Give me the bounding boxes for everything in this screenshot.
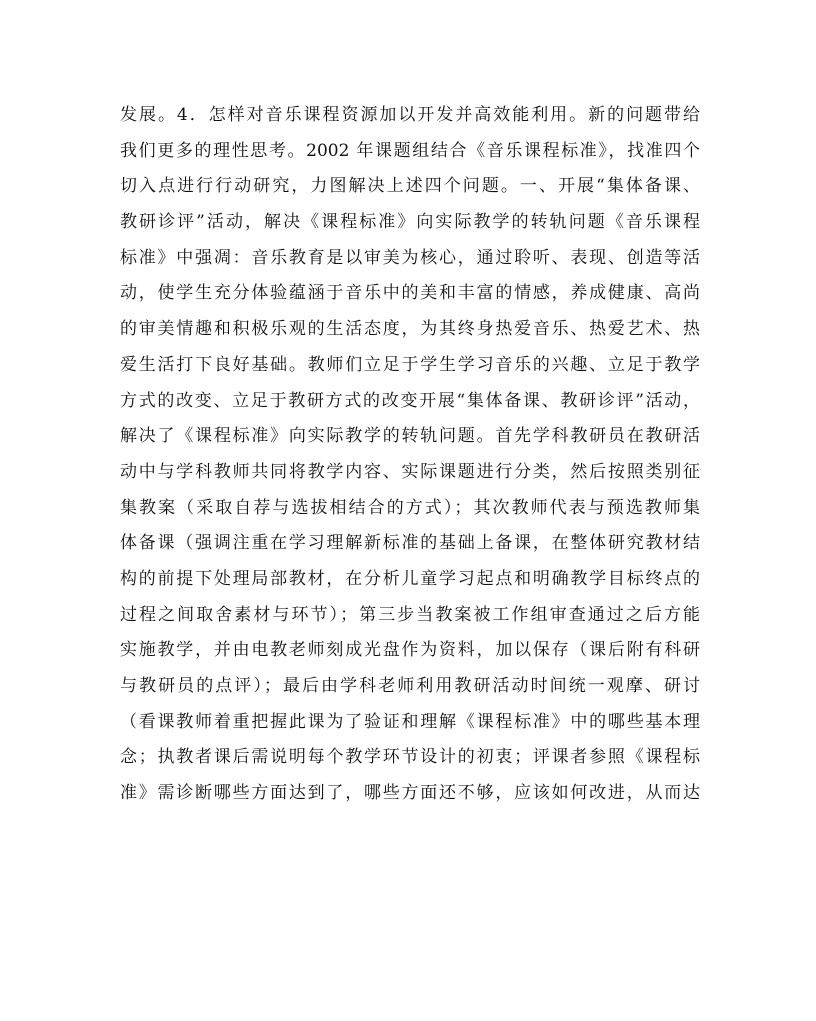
- text-line: 准》需诊断哪些方面达到了，哪些方面还不够，应该如何改进，从而达: [120, 783, 700, 804]
- text-line: 实施教学，并由电教老师刻成光盘作为资料，加以保存（课后附有科研: [120, 640, 700, 661]
- text-line: 动中与学科教师共同将教学内容、实际课题进行分类，然后按照类别征: [120, 461, 700, 482]
- text-line: 与教研员的点评）；最后由学科老师利用教研活动时间统一观摩、研讨: [120, 676, 700, 696]
- text-line: 我们更多的理性思考。2002 年课题组结合《音乐课程标准》，找准四个: [120, 140, 700, 161]
- text-line: 方式的改变、立足于教研方式的改变开展“集体备课、教研诊评”活动，: [120, 390, 700, 411]
- body-text: [120, 98, 700, 812]
- text-line: 集教案（采取自荐与选拔相结合的方式）；其次教师代表与预选教师集: [120, 497, 700, 518]
- text-line: 构的前提下处理局部教材，在分析儿童学习起点和明确教学目标终点的: [120, 568, 700, 589]
- text-line: 爱生活打下良好基础。教师们立足于学生学习音乐的兴趣、立足于教学: [120, 354, 700, 375]
- text-line: 的审美情趣和积极乐观的生活态度，为其终身热爱音乐、热爱艺术、热: [120, 319, 700, 340]
- text-line: 发展。4．怎样对音乐课程资源加以开发并高效能利用。新的问题带给: [120, 105, 700, 125]
- text-line: 教研诊评”活动，解决《课程标准》向实际教学的转轨问题《音乐课程: [120, 212, 700, 233]
- text-line: 切入点进行行动研究，力图解决上述四个问题。一、开展“集体备课、: [120, 176, 700, 197]
- text-line: 动，使学生充分体验蕴涵于音乐中的美和丰富的情感，养成健康、高尚: [120, 283, 700, 304]
- text-line: （看课教师着重把握此课为了验证和理解《课程标准》中的哪些基本理: [120, 711, 700, 732]
- text-line: 过程之间取舍素材与环节）；第三步当教案被工作组审查通过之后方能: [120, 604, 700, 625]
- text-line: 念；执教者课后需说明每个教学环节设计的初衷；评课者参照《课程标: [120, 747, 700, 768]
- text-line: 体备课（强调注重在学习理解新标准的基础上备课，在整体研究教材结: [120, 533, 700, 554]
- text-line: 解决了《课程标准》向实际教学的转轨问题。首先学科教研员在教研活: [120, 426, 700, 447]
- text-line: 标准》中强凋：音乐教育是以审美为核心，通过聆听、表现、创造等活: [120, 247, 700, 268]
